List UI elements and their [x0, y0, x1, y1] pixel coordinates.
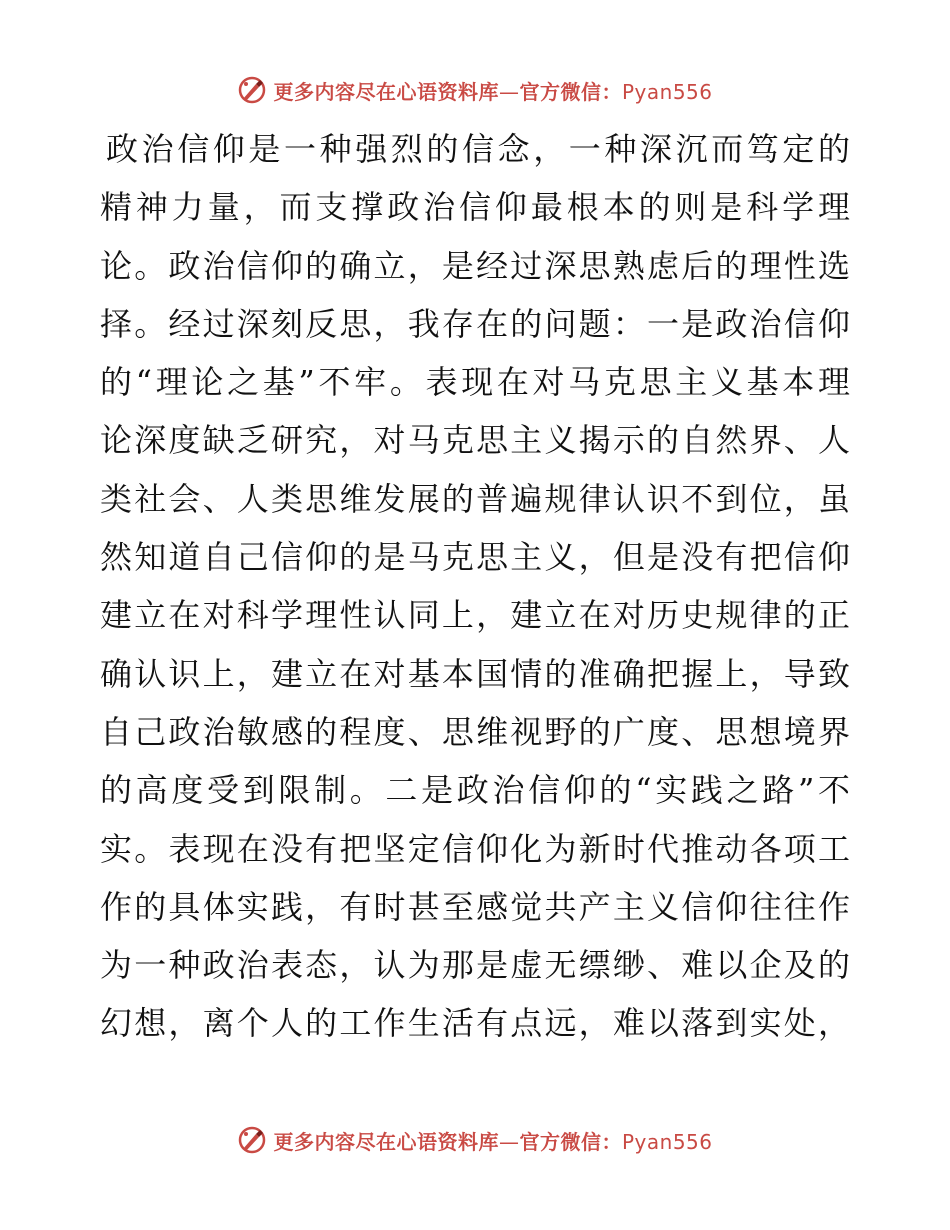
footer-banner-text: 更多内容尽在心语资料库—官方微信：Pyan556	[273, 1129, 713, 1154]
text-line: 论深度缺乏研究，对马克思主义揭示的自然界、人	[100, 421, 850, 460]
text-line: 为一种政治表态，认为那是虚无缥缈、难以企及的	[100, 946, 850, 985]
pen-logo-icon	[237, 1125, 267, 1155]
text-line: 择。经过深刻反思，我存在的问题：一是政治信仰	[100, 304, 850, 343]
document-body	[100, 120, 850, 1053]
text-line: 精神力量，而支撑政治信仰最根本的则是科学理	[100, 188, 850, 227]
text-line: 实。表现在没有把坚定信仰化为新时代推动各项工	[100, 829, 850, 868]
text-line: 确认识上，建立在对基本国情的准确把握上，导致	[100, 654, 850, 693]
text-line: 政治信仰是一种强烈的信念，一种深沉而笃定的	[106, 130, 850, 168]
text-line: 的“理论之基”不牢。表现在对马克思主义基本理	[100, 363, 850, 402]
text-line: 的高度受到限制。二是政治信仰的“实践之路”不	[100, 771, 850, 810]
text-line: 建立在对科学理性认同上，建立在对历史规律的正	[100, 596, 850, 635]
text-line: 自己政治敏感的程度、思维视野的广度、思想境界	[100, 712, 850, 751]
text-line: 论。政治信仰的确立，是经过深思熟虑后的理性选	[100, 246, 850, 285]
footer-banner	[0, 1122, 950, 1158]
text-line: 幻想，离个人的工作生活有点远，难以落到实处，	[100, 1004, 850, 1043]
header-banner	[0, 72, 950, 108]
text-line: 作的具体实践，有时甚至感觉共产主义信仰往往作	[100, 887, 850, 926]
pen-logo-icon	[237, 75, 267, 105]
header-banner-text: 更多内容尽在心语资料库—官方微信：Pyan556	[273, 79, 713, 104]
text-line: 然知道自己信仰的是马克思主义，但是没有把信仰	[100, 538, 850, 577]
text-line: 类社会、人类思维发展的普遍规律认识不到位，虽	[100, 479, 850, 518]
